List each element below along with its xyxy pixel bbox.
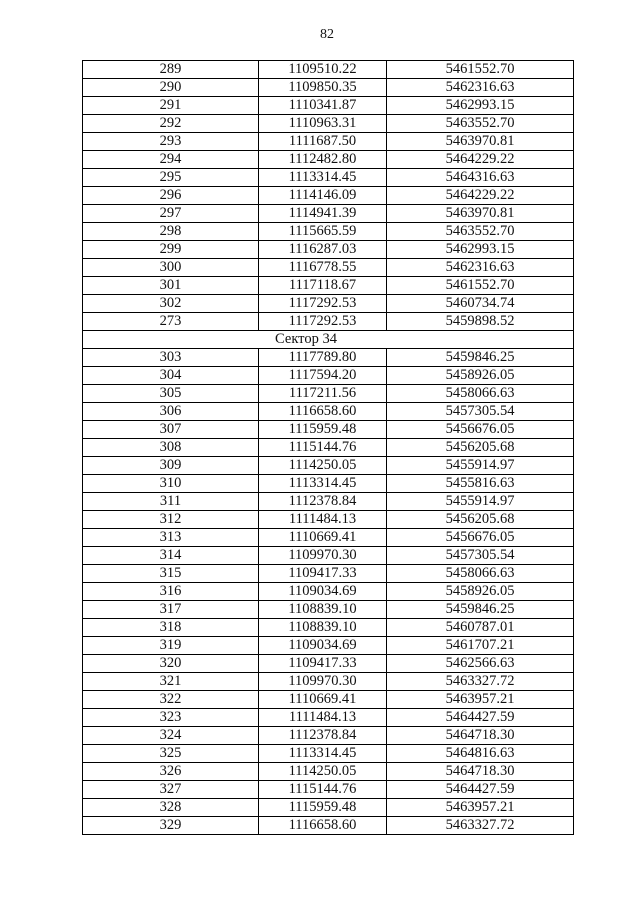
y-coordinate-cell: 5458926.05 — [387, 583, 574, 601]
x-coordinate-cell: 1113314.45 — [259, 475, 387, 493]
point-number-cell: 317 — [83, 601, 259, 619]
point-number-cell: 309 — [83, 457, 259, 475]
x-coordinate-cell: 1117118.67 — [259, 277, 387, 295]
y-coordinate-cell: 5456676.05 — [387, 529, 574, 547]
page-number: 82 — [320, 27, 334, 42]
table-body-after-section — [83, 349, 574, 835]
table-row — [83, 79, 574, 97]
point-number-cell: 299 — [83, 241, 259, 259]
point-number-cell: 324 — [83, 727, 259, 745]
table-row — [83, 61, 574, 79]
table-row — [83, 187, 574, 205]
y-coordinate-cell: 5459898.52 — [387, 313, 574, 331]
x-coordinate-cell: 1115959.48 — [259, 799, 387, 817]
point-number-cell: 304 — [83, 367, 259, 385]
x-coordinate-cell: 1109970.30 — [259, 547, 387, 565]
table-section-header — [83, 331, 574, 349]
y-coordinate-cell: 5464229.22 — [387, 187, 574, 205]
x-coordinate-cell: 1116778.55 — [259, 259, 387, 277]
section-row — [83, 331, 574, 349]
y-coordinate-cell: 5461552.70 — [387, 61, 574, 79]
y-coordinate-cell: 5455816.63 — [387, 475, 574, 493]
y-coordinate-cell: 5464427.59 — [387, 709, 574, 727]
point-number-cell: 297 — [83, 205, 259, 223]
point-number-cell: 292 — [83, 115, 259, 133]
y-coordinate-cell: 5457305.54 — [387, 403, 574, 421]
x-coordinate-cell: 1110669.41 — [259, 691, 387, 709]
point-number-cell: 327 — [83, 781, 259, 799]
y-coordinate-cell: 5456676.05 — [387, 421, 574, 439]
y-coordinate-cell: 5461552.70 — [387, 277, 574, 295]
x-coordinate-cell: 1113314.45 — [259, 169, 387, 187]
point-number-cell: 289 — [83, 61, 259, 79]
y-coordinate-cell: 5460787.01 — [387, 619, 574, 637]
point-number-cell: 321 — [83, 673, 259, 691]
y-coordinate-cell: 5462316.63 — [387, 79, 574, 97]
point-number-cell: 315 — [83, 565, 259, 583]
y-coordinate-cell: 5462566.63 — [387, 655, 574, 673]
table-row — [83, 655, 574, 673]
table-row — [83, 439, 574, 457]
point-number-cell: 322 — [83, 691, 259, 709]
table-row — [83, 799, 574, 817]
table-row — [83, 313, 574, 331]
x-coordinate-cell: 1113314.45 — [259, 745, 387, 763]
point-number-cell: 319 — [83, 637, 259, 655]
x-coordinate-cell: 1116658.60 — [259, 817, 387, 835]
x-coordinate-cell: 1110669.41 — [259, 529, 387, 547]
y-coordinate-cell: 5464718.30 — [387, 727, 574, 745]
table-row — [83, 493, 574, 511]
x-coordinate-cell: 1114146.09 — [259, 187, 387, 205]
x-coordinate-cell: 1116658.60 — [259, 403, 387, 421]
point-number-cell: 295 — [83, 169, 259, 187]
x-coordinate-cell: 1117292.53 — [259, 295, 387, 313]
point-number-cell: 318 — [83, 619, 259, 637]
table-row — [83, 115, 574, 133]
x-coordinate-cell: 1115144.76 — [259, 781, 387, 799]
y-coordinate-cell: 5464816.63 — [387, 745, 574, 763]
table-row — [83, 619, 574, 637]
point-number-cell: 302 — [83, 295, 259, 313]
point-number-cell: 298 — [83, 223, 259, 241]
x-coordinate-cell: 1109034.69 — [259, 583, 387, 601]
x-coordinate-cell: 1108839.10 — [259, 601, 387, 619]
table-row — [83, 259, 574, 277]
table-row — [83, 169, 574, 187]
y-coordinate-cell: 5459846.25 — [387, 601, 574, 619]
x-coordinate-cell: 1117292.53 — [259, 313, 387, 331]
table-row — [83, 475, 574, 493]
y-coordinate-cell: 5463552.70 — [387, 115, 574, 133]
x-coordinate-cell: 1110963.31 — [259, 115, 387, 133]
point-number-cell: 329 — [83, 817, 259, 835]
point-number-cell: 294 — [83, 151, 259, 169]
y-coordinate-cell: 5463957.21 — [387, 691, 574, 709]
x-coordinate-cell: 1114941.39 — [259, 205, 387, 223]
y-coordinate-cell: 5458066.63 — [387, 385, 574, 403]
point-number-cell: 307 — [83, 421, 259, 439]
table-row — [83, 277, 574, 295]
y-coordinate-cell: 5456205.68 — [387, 511, 574, 529]
point-number-cell: 306 — [83, 403, 259, 421]
table-row — [83, 403, 574, 421]
point-number-cell: 305 — [83, 385, 259, 403]
x-coordinate-cell: 1108839.10 — [259, 619, 387, 637]
x-coordinate-cell: 1116287.03 — [259, 241, 387, 259]
x-coordinate-cell: 1109417.33 — [259, 565, 387, 583]
point-number-cell: 303 — [83, 349, 259, 367]
y-coordinate-cell: 5456205.68 — [387, 439, 574, 457]
table-row — [83, 349, 574, 367]
x-coordinate-cell: 1111484.13 — [259, 511, 387, 529]
point-number-cell: 312 — [83, 511, 259, 529]
x-coordinate-cell: 1114250.05 — [259, 457, 387, 475]
x-coordinate-cell: 1115144.76 — [259, 439, 387, 457]
table-row — [83, 97, 574, 115]
table-row — [83, 511, 574, 529]
y-coordinate-cell: 5455914.97 — [387, 457, 574, 475]
table-row — [83, 295, 574, 313]
point-number-cell: 316 — [83, 583, 259, 601]
x-coordinate-cell: 1109034.69 — [259, 637, 387, 655]
y-coordinate-cell: 5463957.21 — [387, 799, 574, 817]
point-number-cell: 328 — [83, 799, 259, 817]
point-number-cell: 313 — [83, 529, 259, 547]
point-number-cell: 320 — [83, 655, 259, 673]
y-coordinate-cell: 5463327.72 — [387, 817, 574, 835]
x-coordinate-cell: 1111687.50 — [259, 133, 387, 151]
point-number-cell: 311 — [83, 493, 259, 511]
point-number-cell: 308 — [83, 439, 259, 457]
y-coordinate-cell: 5458066.63 — [387, 565, 574, 583]
table-row — [83, 763, 574, 781]
table-row — [83, 205, 574, 223]
y-coordinate-cell: 5462316.63 — [387, 259, 574, 277]
section-label: Сектор 34 — [83, 331, 574, 349]
table-body-before-section — [83, 61, 574, 331]
table-row — [83, 367, 574, 385]
y-coordinate-cell: 5464427.59 — [387, 781, 574, 799]
y-coordinate-cell: 5464316.63 — [387, 169, 574, 187]
x-coordinate-cell: 1117211.56 — [259, 385, 387, 403]
y-coordinate-cell: 5464229.22 — [387, 151, 574, 169]
table-row — [83, 223, 574, 241]
x-coordinate-cell: 1109970.30 — [259, 673, 387, 691]
y-coordinate-cell: 5463327.72 — [387, 673, 574, 691]
table-row — [83, 673, 574, 691]
x-coordinate-cell: 1109417.33 — [259, 655, 387, 673]
x-coordinate-cell: 1115959.48 — [259, 421, 387, 439]
y-coordinate-cell: 5462993.15 — [387, 97, 574, 115]
table-row — [83, 565, 574, 583]
y-coordinate-cell: 5457305.54 — [387, 547, 574, 565]
point-number-cell: 273 — [83, 313, 259, 331]
y-coordinate-cell: 5459846.25 — [387, 349, 574, 367]
point-number-cell: 314 — [83, 547, 259, 565]
point-number-cell: 323 — [83, 709, 259, 727]
point-number-cell: 310 — [83, 475, 259, 493]
x-coordinate-cell: 1109850.35 — [259, 79, 387, 97]
x-coordinate-cell: 1117789.80 — [259, 349, 387, 367]
table-row — [83, 637, 574, 655]
y-coordinate-cell: 5458926.05 — [387, 367, 574, 385]
point-number-cell: 296 — [83, 187, 259, 205]
y-coordinate-cell: 5463970.81 — [387, 133, 574, 151]
table-row — [83, 133, 574, 151]
table-row — [83, 583, 574, 601]
table-row — [83, 727, 574, 745]
table-row — [83, 241, 574, 259]
point-number-cell: 291 — [83, 97, 259, 115]
table-row — [83, 691, 574, 709]
table-row — [83, 817, 574, 835]
point-number-cell: 325 — [83, 745, 259, 763]
x-coordinate-cell: 1109510.22 — [259, 61, 387, 79]
point-number-cell: 290 — [83, 79, 259, 97]
table-row — [83, 601, 574, 619]
coordinates-table — [82, 60, 574, 835]
x-coordinate-cell: 1114250.05 — [259, 763, 387, 781]
table-row — [83, 151, 574, 169]
x-coordinate-cell: 1110341.87 — [259, 97, 387, 115]
y-coordinate-cell: 5461707.21 — [387, 637, 574, 655]
point-number-cell: 293 — [83, 133, 259, 151]
y-coordinate-cell: 5464718.30 — [387, 763, 574, 781]
x-coordinate-cell: 1111484.13 — [259, 709, 387, 727]
table-row — [83, 745, 574, 763]
x-coordinate-cell: 1112378.84 — [259, 493, 387, 511]
y-coordinate-cell: 5463552.70 — [387, 223, 574, 241]
x-coordinate-cell: 1112482.80 — [259, 151, 387, 169]
y-coordinate-cell: 5455914.97 — [387, 493, 574, 511]
table-row — [83, 709, 574, 727]
point-number-cell: 301 — [83, 277, 259, 295]
y-coordinate-cell: 5462993.15 — [387, 241, 574, 259]
y-coordinate-cell: 5460734.74 — [387, 295, 574, 313]
table-row — [83, 547, 574, 565]
table-row — [83, 385, 574, 403]
table-row — [83, 457, 574, 475]
x-coordinate-cell: 1112378.84 — [259, 727, 387, 745]
x-coordinate-cell: 1117594.20 — [259, 367, 387, 385]
point-number-cell: 326 — [83, 763, 259, 781]
x-coordinate-cell: 1115665.59 — [259, 223, 387, 241]
table-row — [83, 529, 574, 547]
table-row — [83, 421, 574, 439]
point-number-cell: 300 — [83, 259, 259, 277]
table-row — [83, 781, 574, 799]
y-coordinate-cell: 5463970.81 — [387, 205, 574, 223]
